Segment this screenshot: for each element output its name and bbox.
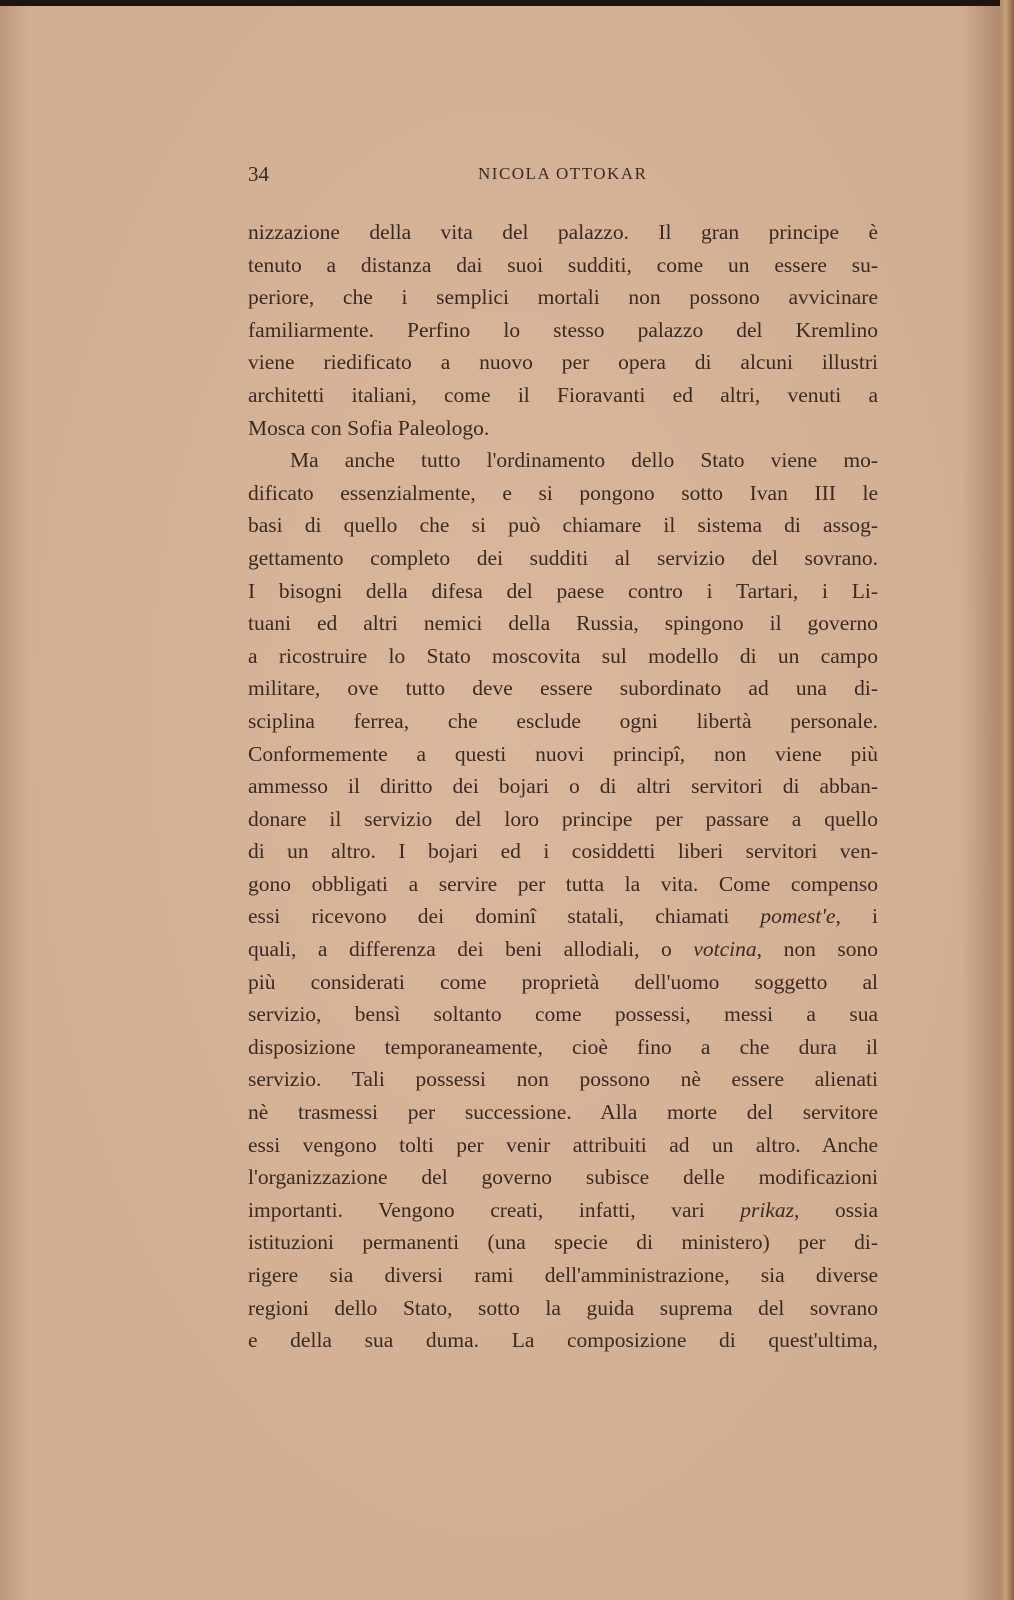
text-line: Ma anche tutto l'ordinamento dello Stato viene mo-: [290, 448, 878, 473]
text-line: Conformemente a questi nuovi principî, non viene più: [248, 741, 878, 766]
page-header: [248, 162, 878, 192]
text-segment: quali, a differenza dei beni allodiali, o: [248, 937, 694, 962]
italic-term: prikaz: [740, 1197, 795, 1222]
text-line: l'organizzazione del governo subisce delle modificazioni: [248, 1165, 878, 1190]
text-line: architetti italiani, come il Fioravanti ed altri, venuti a: [248, 382, 878, 407]
text-line: Mosca con Sofia Paleologo.: [248, 415, 490, 440]
text-line: servizio, bensì soltanto come possessi, messi a sua: [248, 1002, 878, 1027]
text-line: tenuto a distanza dai suoi sudditi, come un essere su-: [248, 252, 878, 277]
text-line: militare, ove tutto deve essere subordinato ad una di-: [248, 676, 878, 701]
text-line: I bisogni della difesa del paese contro i Tartari, i Li-: [248, 578, 878, 603]
text-line: più considerati come proprietà dell'uomo soggetto al: [248, 969, 878, 994]
text-line: viene riedificato a nuovo per opera di alcuni illustri: [248, 350, 878, 375]
text-line: gono obbligati a servire per tutta la vita. Come compenso: [248, 871, 878, 896]
text-line: disposizione temporaneamente, cioè fino a che dura il: [248, 1034, 878, 1059]
page-right-edge: [1000, 0, 1014, 1600]
text-line: servizio. Tali possessi non possono nè essere alienati: [248, 1067, 878, 1092]
text-line: e della sua duma. La composizione di quest'ultima,: [248, 1328, 878, 1353]
page-number: 34: [248, 162, 269, 186]
body-text: [248, 216, 878, 1357]
text-line: familiarmente. Perfino lo stesso palazzo del Kremlino: [248, 317, 878, 342]
text-line: rigere sia diversi rami dell'amministrazione, sia diverse: [248, 1263, 878, 1287]
text-line: nè trasmessi per successione. Alla morte del servitore: [248, 1100, 878, 1125]
text-line: istituzioni permanenti (una specie di ministero) per di-: [248, 1230, 878, 1255]
text-line: [248, 900, 878, 933]
text-segment: , i: [835, 904, 878, 929]
text-line: dificato essenzialmente, e si pongono sotto Ivan III le: [248, 480, 878, 505]
running-head: NICOLA OTTOKAR: [478, 164, 648, 183]
text-segment: essi ricevono dei dominî statali, chiamati: [248, 904, 761, 929]
text-line: sciplina ferrea, che esclude ogni libertà personale.: [248, 708, 878, 733]
text-line: tuani ed altri nemici della Russia, spingono il governo: [248, 611, 878, 636]
text-line: a ricostruire lo Stato moscovita sul modello di un campo: [248, 643, 878, 668]
text-line: di un altro. I bojari ed i cosiddetti liberi servitori ven-: [248, 839, 878, 864]
text-line: ammesso il diritto dei bojari o di altri servitori di abban-: [248, 774, 878, 799]
text-line: gettamento completo dei sudditi al servizio del sovrano.: [248, 545, 878, 570]
text-segment: , ossia: [794, 1197, 879, 1222]
text-line: donare il servizio del loro principe per passare a quello: [248, 806, 878, 831]
text-segment: , non sono: [756, 937, 878, 962]
text-line: basi di quello che si può chiamare il sistema di assog-: [248, 513, 878, 538]
italic-term: pomest'e: [760, 904, 836, 929]
text-line: essi vengono tolti per venir attribuiti ad un altro. Anche: [248, 1132, 878, 1157]
text-line: nizzazione della vita del palazzo. Il gran principe è: [248, 220, 878, 244]
text-line: [248, 933, 878, 966]
text-segment: importanti. Vengono creati, infatti, vari: [248, 1197, 741, 1222]
text-line: [248, 1194, 878, 1227]
text-line: regioni dello Stato, sotto la guida suprema del sovrano: [248, 1295, 878, 1320]
italic-term: votcina: [693, 937, 757, 962]
text-line: periore, che i semplici mortali non possono avvicinare: [248, 285, 878, 310]
